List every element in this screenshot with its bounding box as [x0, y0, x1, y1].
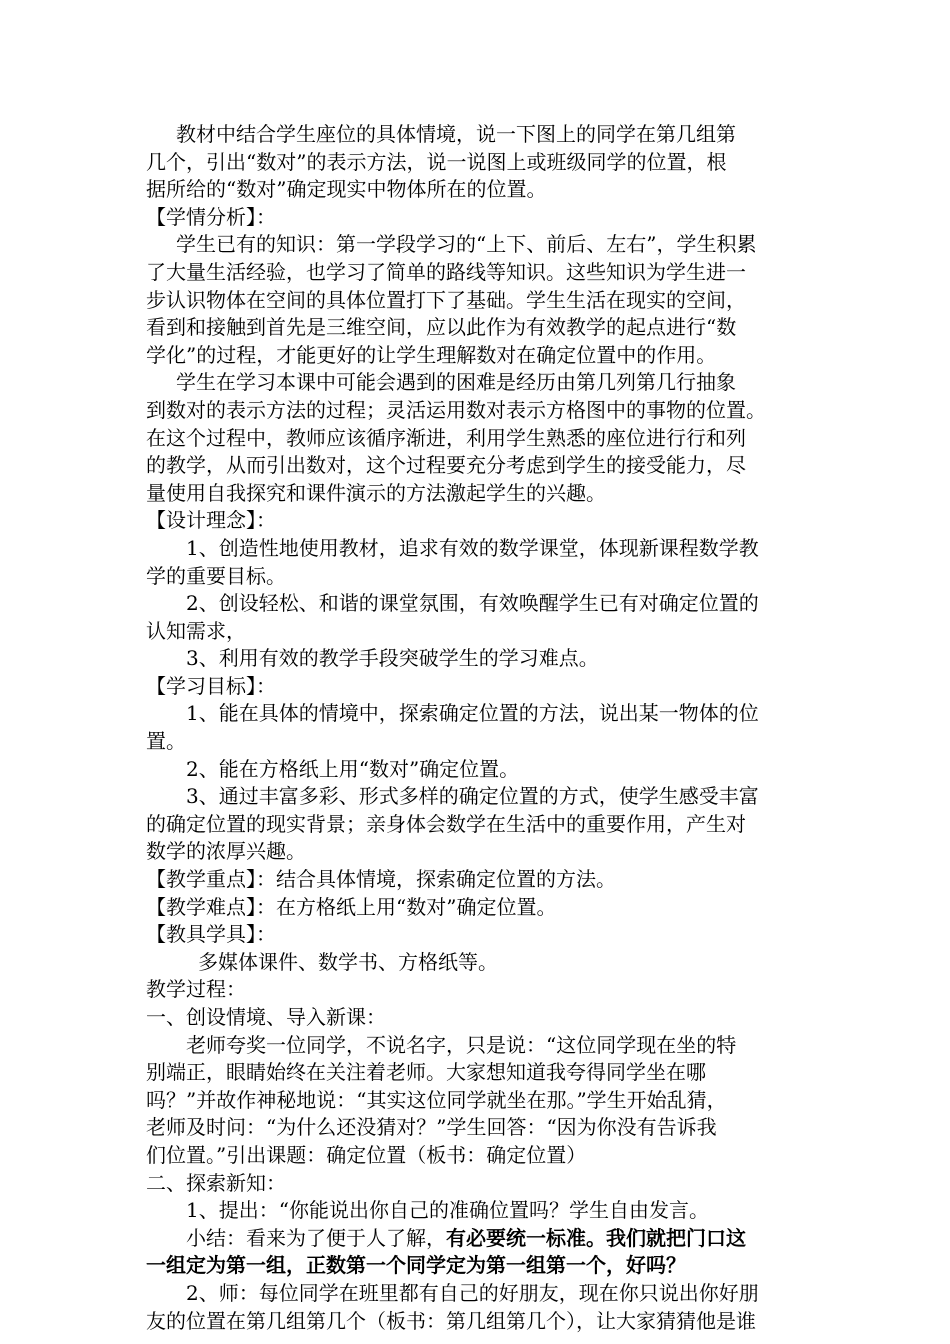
text-line: 学生在学习本课中可能会遇到的困难是经历由第几列第几行抽象 — [176, 370, 736, 395]
text-line: 步认识物体在空间的具体位置打下了基础。学生生活在现实的空间， — [146, 287, 746, 312]
text-line: 3、通过丰富多彩、形式多样的确定位置的方式，使学生感受丰富 — [186, 784, 759, 809]
text-line: 别端正，眼睛始终在关注着老师。大家想知道我夸得同学坐在哪 — [146, 1060, 706, 1085]
document-page — [146, 121, 808, 1335]
text-line: 学的重要目标。 — [146, 563, 286, 588]
section-heading: 二、探索新知： — [146, 1170, 286, 1195]
text-line: 的确定位置的现实背景；亲身体会数学在生活中的重要作用，产生对 — [146, 811, 746, 836]
section-heading: 【教学重点】：结合具体情境，探索确定位置的方法。 — [146, 867, 616, 892]
text-line: 2、创设轻松、和谐的课堂氛围，有效唤醒学生已有对确定位置的 — [186, 591, 759, 616]
text-line: 3、利用有效的教学手段突破学生的学习难点。 — [186, 646, 599, 671]
text-line: 了大量生活经验，也学习了简单的路线等知识。这些知识为学生进一 — [146, 259, 746, 284]
bold-text-span: 有必要统一标准。我们就把门口这 — [446, 1225, 746, 1250]
section-heading: 【学习目标】： — [146, 673, 276, 698]
text-line: 到数对的表示方法的过程；灵活运用数对表示方格图中的事物的位置。 — [146, 397, 766, 422]
text-line — [146, 1225, 808, 1253]
text-line: 看到和接触到首先是三维空间，应以此作为有效教学的起点进行“数 — [146, 315, 737, 340]
text-line: 2、师：每位同学在班里都有自己的好朋友，现在你只说出你好朋 — [186, 1280, 759, 1305]
text-line: 量使用自我探究和课件演示的方法激起学生的兴趣。 — [146, 480, 606, 505]
text-line: 几个，引出“数对”的表示方法，说一说图上或班级同学的位置，根 — [146, 149, 727, 174]
text-line: 认知需求， — [146, 618, 246, 643]
section-heading: 【教学难点】：在方格纸上用“数对”确定位置。 — [146, 894, 557, 919]
text-line: 们位置。”引出课题：确定位置（板书：确定位置） — [146, 1142, 587, 1167]
text-line: 学生已有的知识：第一学段学习的“上下、前后、左右”，学生积累 — [176, 232, 757, 257]
text-line: 老师及时问：“为什么还没猜对？”学生回答：“因为你没有告诉我 — [146, 1115, 717, 1140]
section-heading: 一、创设情境、导入新课： — [146, 1005, 386, 1029]
text-line: 的教学，从而引出数对，这个过程要充分考虑到学生的接受能力，尽 — [146, 453, 746, 478]
section-heading: 教学过程： — [146, 977, 246, 1002]
text-line: 置。 — [146, 729, 186, 754]
text-line: 友的位置在第几组第几个（板书：第几组第几个），让大家猜猜他是谁 — [146, 1308, 756, 1333]
text-line: 老师夸奖一位同学，不说名字，只是说：“这位同学现在坐的特 — [186, 1032, 737, 1057]
text-line: 数学的浓厚兴趣。 — [146, 839, 306, 864]
text-line: 多媒体课件、数学书、方格纸等。 — [198, 949, 498, 974]
bold-text-line: 一组定为第一组，正数第一个同学定为第一组第一个，好吗？ — [146, 1253, 686, 1278]
text-line: 据所给的“数对”确定现实中物体所在的位置。 — [146, 177, 547, 202]
section-heading: 【设计理念】： — [146, 508, 276, 533]
text-line: 教材中结合学生座位的具体情境，说一下图上的同学在第几组第 — [176, 122, 736, 146]
text-line: 1、能在具体的情境中，探索确定位置的方法，说出某一物体的位 — [186, 701, 759, 726]
section-heading: 【教具学具】： — [146, 922, 276, 947]
text-line: 学化”的过程，才能更好的让学生理解数对在确定位置中的作用。 — [146, 342, 717, 367]
text-line: 2、能在方格纸上用“数对”确定位置。 — [186, 756, 520, 781]
text-line: 1、提出：“你能说出你自己的准确位置吗？学生自由发言。 — [186, 1198, 709, 1223]
text-line: 在这个过程中，教师应该循序渐进，利用学生熟悉的座位进行行和列 — [146, 425, 746, 450]
text-span: 小结：看来为了便于人了解， — [186, 1225, 446, 1250]
text-line: 吗？”并故作神秘地说：“其实这位同学就坐在那。”学生开始乱猜， — [146, 1087, 727, 1112]
text-line: 1、创造性地使用教材，追求有效的数学课堂，体现新课程数学教 — [186, 535, 759, 560]
section-heading: 【学情分析】： — [146, 204, 276, 229]
